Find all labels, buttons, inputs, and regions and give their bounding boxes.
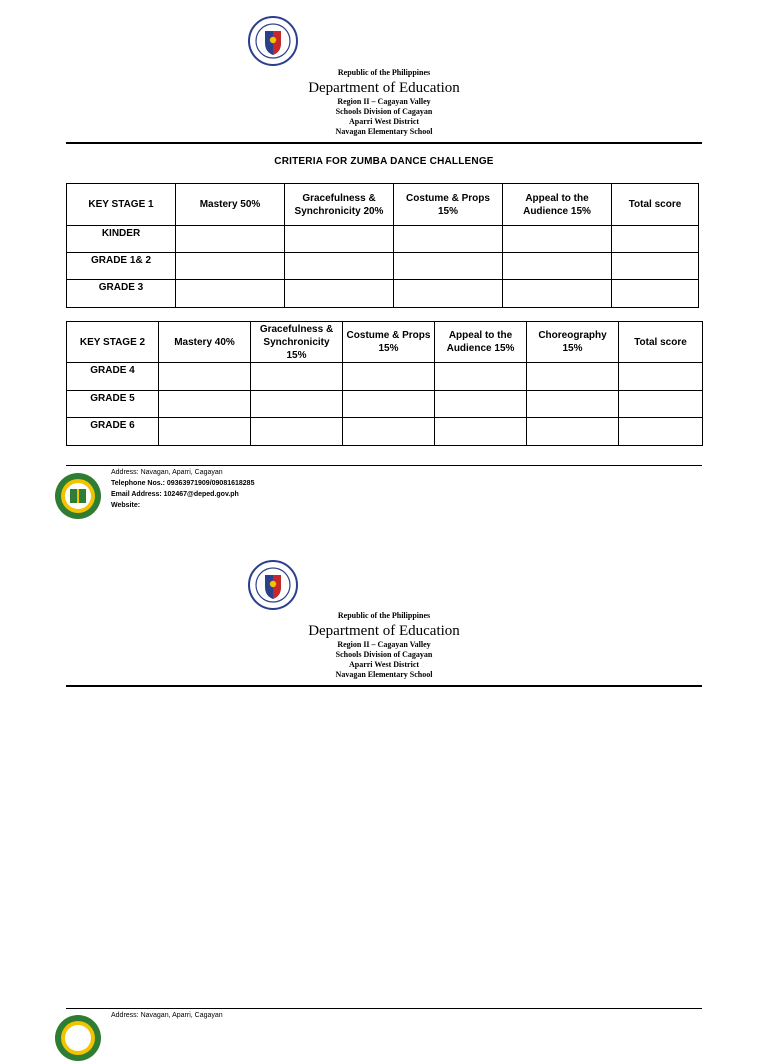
score-cell — [343, 391, 435, 418]
row-label: GRADE 6 — [67, 418, 159, 446]
department-name: Department of Education — [308, 623, 460, 639]
header-rule — [66, 142, 702, 144]
score-cell — [251, 363, 343, 391]
score-cell — [251, 391, 343, 418]
score-cell — [612, 280, 699, 308]
deped-seal-icon — [248, 560, 298, 610]
table-row — [67, 391, 703, 418]
table-row — [67, 280, 699, 308]
footer-address: Address: Navagan, Aparri, Cagayan — [111, 1012, 223, 1019]
score-cell — [343, 363, 435, 391]
letterhead — [0, 68, 768, 137]
footer-rule — [66, 465, 702, 466]
division-line: Schools Division of Cagayan — [335, 107, 433, 116]
score-cell — [285, 280, 394, 308]
score-cell — [394, 253, 503, 280]
row-label: GRADE 5 — [67, 391, 159, 418]
letterhead — [0, 611, 768, 680]
score-cell — [176, 280, 285, 308]
table-header-cell: Costume & Props 15% — [343, 322, 435, 363]
footer-email: Email Address: 102467@deped.gov.ph — [111, 491, 239, 498]
school-line: Navagan Elementary School — [335, 670, 433, 679]
score-cell — [527, 363, 619, 391]
row-label: KINDER — [67, 226, 176, 253]
table-header-cell: Gracefulness & Synchronicity 15% — [251, 322, 343, 363]
table-row — [67, 253, 699, 280]
score-cell — [159, 391, 251, 418]
republic-line: Republic of the Philippines — [337, 68, 431, 77]
table-header-cell: KEY STAGE 2 — [67, 322, 159, 363]
footer-contact — [111, 467, 254, 511]
score-cell — [503, 280, 612, 308]
score-cell — [612, 253, 699, 280]
school-logo-icon — [54, 472, 102, 520]
score-cell — [612, 226, 699, 253]
footer-telephone: Telephone Nos.: 09363971909/09081618285 — [111, 480, 255, 487]
score-cell — [619, 418, 703, 446]
table-row — [67, 418, 703, 446]
footer-rule — [66, 1008, 702, 1009]
score-cell — [619, 391, 703, 418]
score-cell — [285, 226, 394, 253]
school-logo-icon — [54, 1014, 102, 1062]
table-row — [67, 363, 703, 391]
table-header-cell: Mastery 40% — [159, 322, 251, 363]
score-cell — [527, 391, 619, 418]
score-cell — [503, 226, 612, 253]
table-header-cell: Total score — [612, 184, 699, 226]
criteria-table-key-stage-2 — [66, 321, 703, 446]
document-title: CRITERIA FOR ZUMBA DANCE CHALLENGE — [274, 156, 494, 167]
score-cell — [159, 363, 251, 391]
score-cell — [343, 418, 435, 446]
table-row — [67, 226, 699, 253]
table-header-cell: Costume & Props 15% — [394, 184, 503, 226]
score-cell — [176, 253, 285, 280]
score-cell — [176, 226, 285, 253]
score-cell — [394, 280, 503, 308]
page-1 — [0, 0, 768, 524]
region-line: Region II – Cagayan Valley — [337, 97, 431, 106]
row-label: GRADE 1& 2 — [67, 253, 176, 280]
row-label: GRADE 3 — [67, 280, 176, 308]
row-label: GRADE 4 — [67, 363, 159, 391]
score-cell — [394, 226, 503, 253]
district-line: Aparri West District — [348, 660, 420, 669]
table-header-cell: Mastery 50% — [176, 184, 285, 226]
footer-contact — [111, 1010, 223, 1021]
table-header-cell: Gracefulness & Synchronicity 20% — [285, 184, 394, 226]
header-rule — [66, 685, 702, 687]
score-cell — [159, 418, 251, 446]
table-header-cell: Choreography 15% — [527, 322, 619, 363]
table-header-cell: Appeal to the Audience 15% — [435, 322, 527, 363]
score-cell — [285, 253, 394, 280]
footer-address: Address: Navagan, Aparri, Cagayan — [111, 469, 223, 476]
district-line: Aparri West District — [348, 117, 420, 126]
school-line: Navagan Elementary School — [335, 127, 433, 136]
score-cell — [527, 418, 619, 446]
division-line: Schools Division of Cagayan — [335, 650, 433, 659]
page-2 — [0, 544, 768, 1024]
region-line: Region II – Cagayan Valley — [337, 640, 431, 649]
score-cell — [503, 253, 612, 280]
score-cell — [251, 418, 343, 446]
department-name: Department of Education — [308, 80, 460, 96]
score-cell — [619, 363, 703, 391]
score-cell — [435, 391, 527, 418]
criteria-table-key-stage-1 — [66, 183, 699, 308]
deped-seal-icon — [248, 16, 298, 66]
table-header-cell: Appeal to the Audience 15% — [503, 184, 612, 226]
table-header-cell: Total score — [619, 322, 703, 363]
republic-line: Republic of the Philippines — [337, 611, 431, 620]
score-cell — [435, 418, 527, 446]
footer-website: Website: — [111, 502, 141, 509]
score-cell — [435, 363, 527, 391]
table-header-cell: KEY STAGE 1 — [67, 184, 176, 226]
